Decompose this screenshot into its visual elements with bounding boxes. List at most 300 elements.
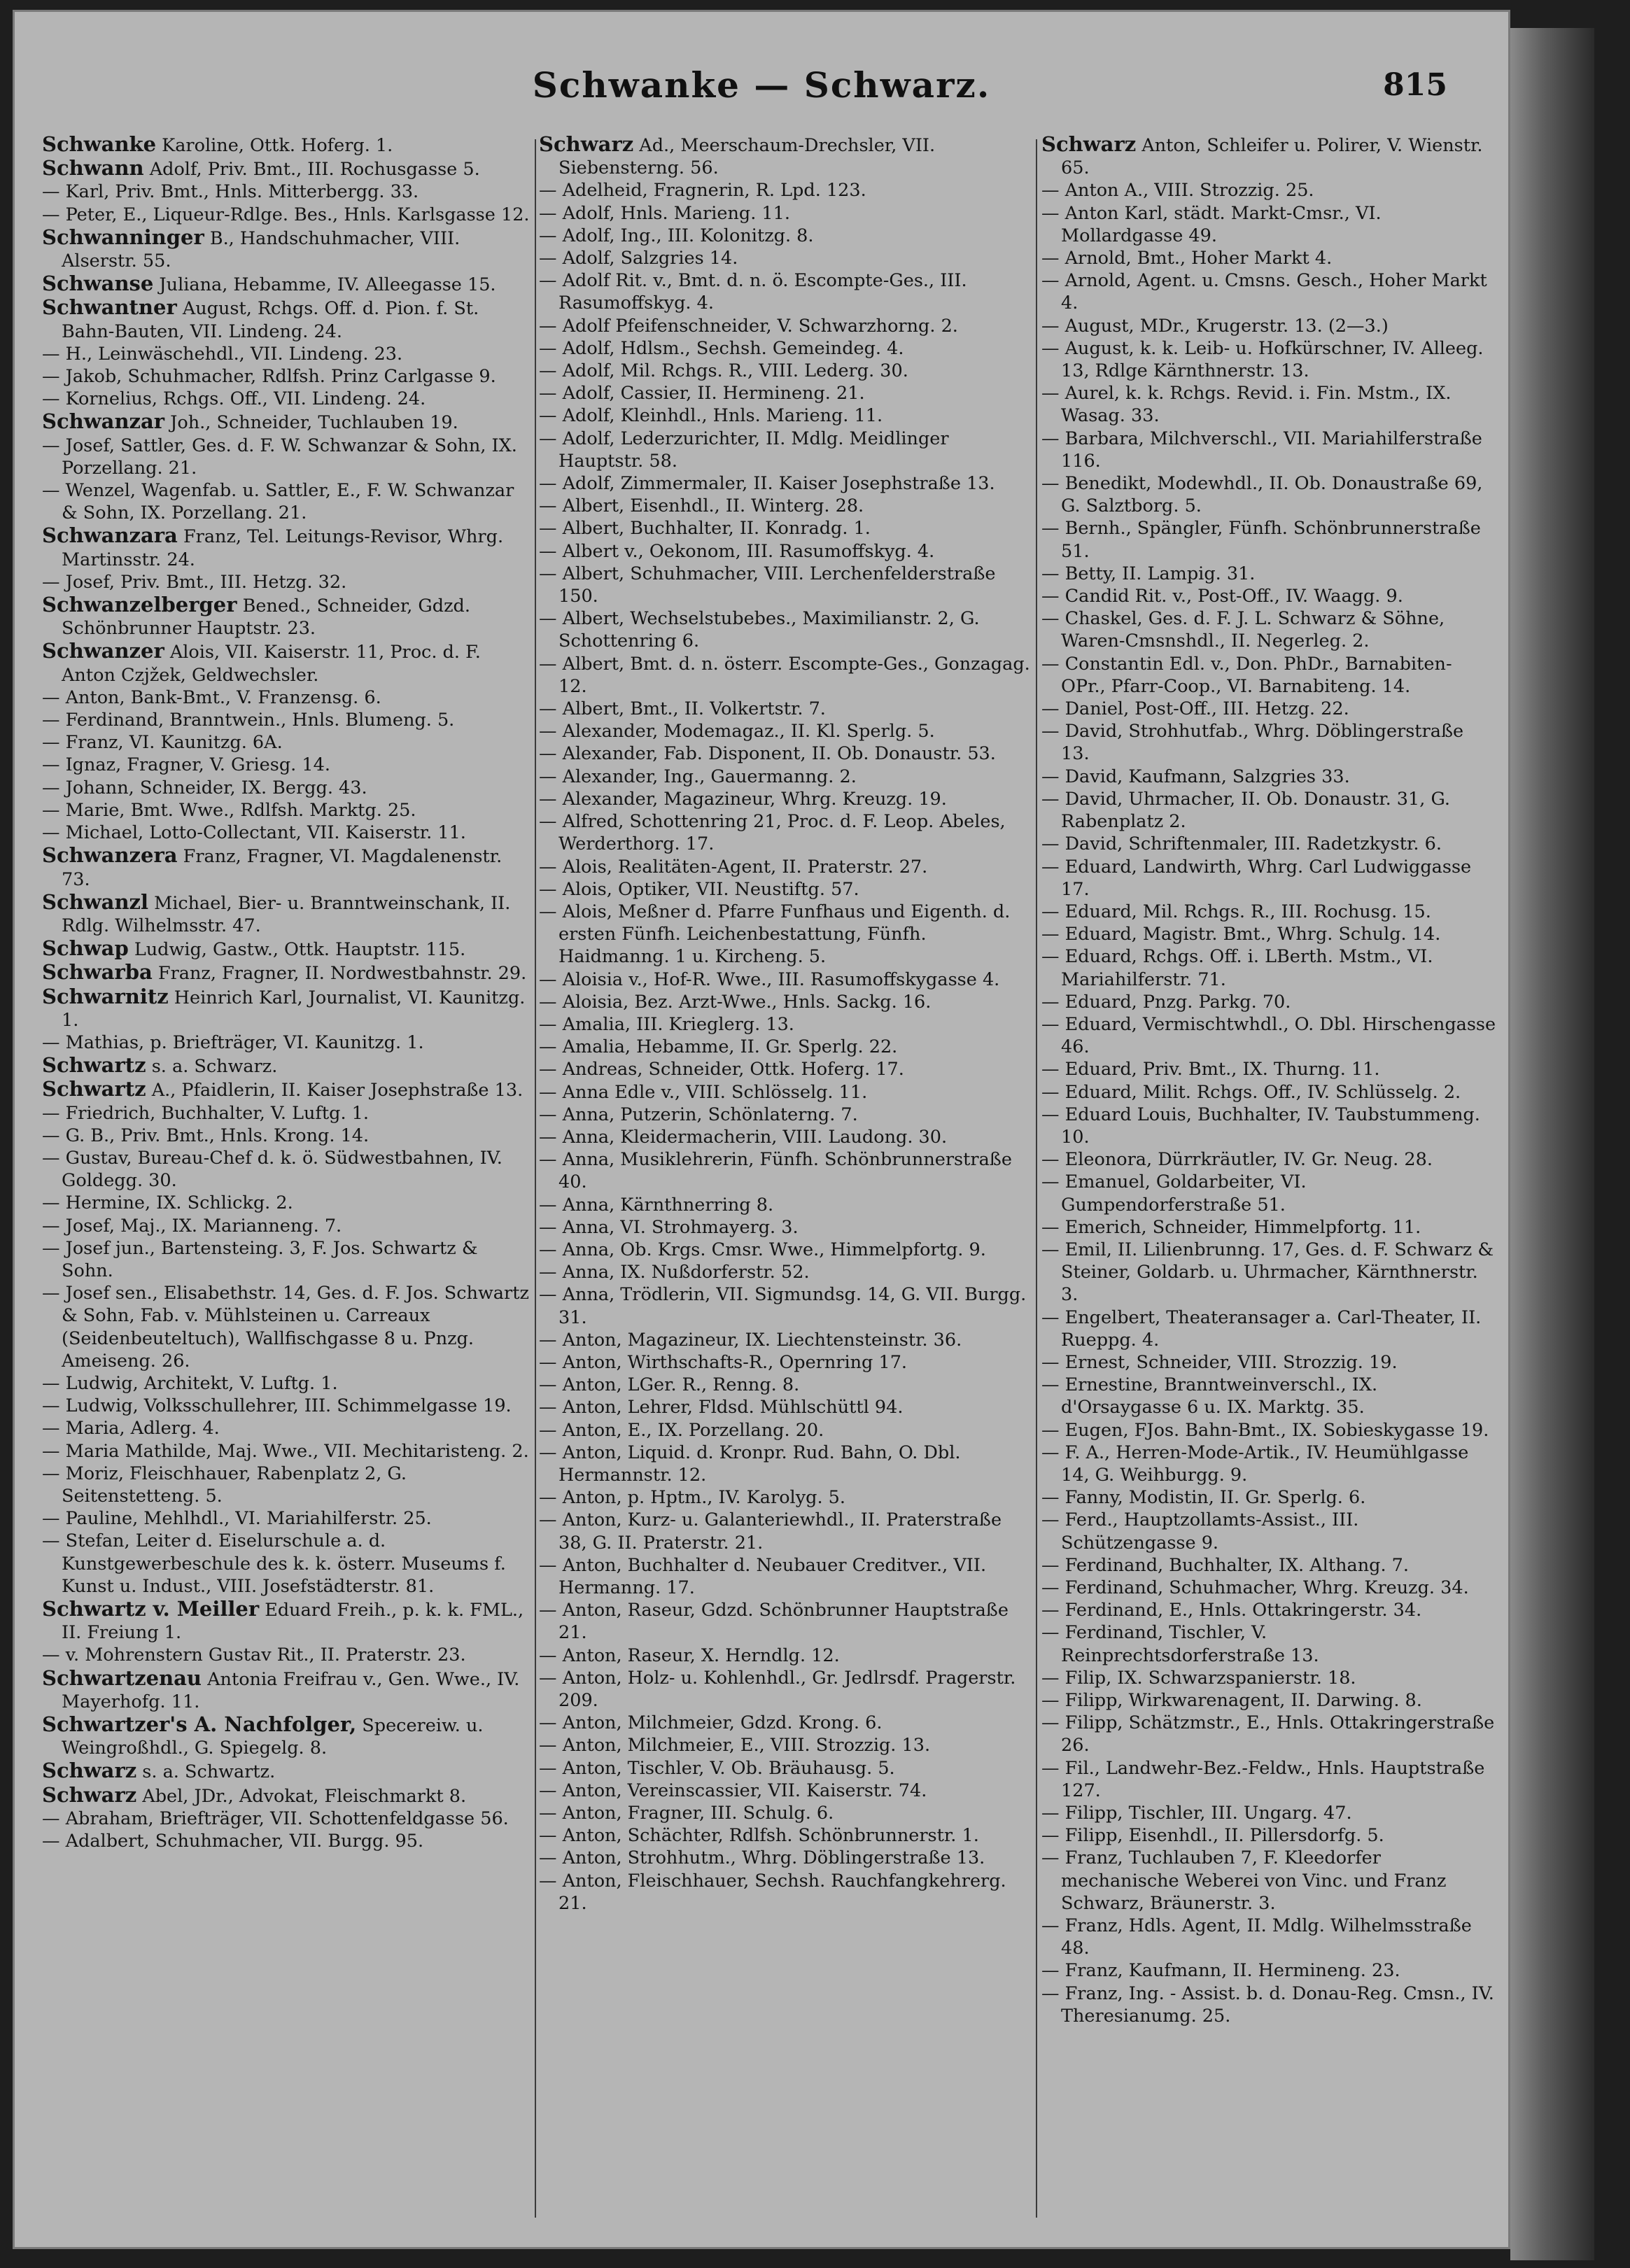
- column-1: [42, 133, 532, 2225]
- directory-entry: [539, 1419, 1032, 1442]
- directory-entry: [539, 1239, 1032, 1261]
- directory-entry: [1041, 1306, 1496, 1351]
- entry-text: — Franz, VI. Kaunitzg. 6A.: [42, 732, 283, 754]
- directory-entry: [42, 1808, 532, 1830]
- directory-entry: [539, 742, 1032, 765]
- entry-text: Franz, Tel. Leitungs-Revisor, Whrg. Martinsstr. 24.: [62, 526, 504, 570]
- entry-text: — Ernestine, Branntweinverschl., IX. d'Orsaygasse 6 u. IX. Marktg. 35.: [1041, 1374, 1378, 1418]
- entry-text: — Anton, Strohhutm., Whrg. Döblingerstraße 13.: [539, 1847, 985, 1869]
- entry-text: — Barbara, Milchverschl., VII. Mariahilferstraße 116.: [1041, 428, 1482, 472]
- directory-entry: [539, 1329, 1032, 1351]
- directory-entry: [42, 1759, 532, 1783]
- entry-text: — Adolf, Zimmermaler, II. Kaiser Josephstraße 13.: [539, 473, 995, 495]
- directory-entry: [1041, 653, 1496, 698]
- entry-text: — Mathias, p. Briefträger, VI. Kaunitzg. 1.: [42, 1031, 424, 1053]
- entry-text: — Filip, IX. Schwarzspanierstr. 18.: [1041, 1667, 1356, 1689]
- entry-text: — Adolf, Lederzurichter, II. Mdlg. Meidlinger Hauptstr. 58.: [539, 428, 949, 472]
- directory-entry: [539, 1351, 1032, 1374]
- directory-entry: [42, 365, 532, 388]
- directory-entry: [539, 1396, 1032, 1418]
- column-2: [539, 133, 1032, 2225]
- directory-entry: [539, 653, 1032, 698]
- entry-text: — Anton, Schächter, Rdlfsh. Schönbrunnerstr. 1.: [539, 1825, 979, 1847]
- entry-text: — Eduard, Rchgs. Off. i. LBerth. Mstm., VI. Mariahilferstr. 71.: [1041, 946, 1433, 990]
- directory-entry: [539, 337, 1032, 360]
- directory-entry: [539, 404, 1032, 427]
- entry-text: — Hermine, IX. Schlickg. 2.: [42, 1192, 293, 1214]
- directory-entry: [42, 479, 532, 524]
- page-number: 815: [1383, 67, 1447, 103]
- directory-entry: [42, 1125, 532, 1147]
- directory-entry: [539, 225, 1032, 247]
- entry-surname: Schwanzar: [42, 409, 165, 434]
- entry-surname: Schwarba: [42, 960, 153, 985]
- directory-entry: [539, 1216, 1032, 1239]
- directory-entry: [42, 686, 532, 709]
- directory-entry: [1041, 1982, 1496, 2027]
- directory-entry: [1041, 923, 1496, 945]
- directory-entry: [42, 640, 532, 686]
- entry-text: — Maria Mathilde, Maj. Wwe., VII. Mechitaristeng. 2.: [42, 1440, 529, 1462]
- entry-text: — Albert, Bmt., II. Volkertstr. 7.: [539, 698, 826, 720]
- directory-entry: [1041, 269, 1496, 314]
- directory-entry: [1041, 1689, 1496, 1712]
- entry-text: — Pauline, Mehlhdl., VI. Mariahilferstr. 25.: [42, 1508, 432, 1530]
- entry-text: — Adolf, Hdlsm., Sechsh. Gemeindeg. 4.: [539, 337, 904, 359]
- directory-entry: [539, 269, 1032, 314]
- entry-text: — Adolf, Cassier, II. Hermineng. 21.: [539, 383, 865, 404]
- directory-entry: [42, 844, 532, 890]
- entry-surname: Schwartz v. Meiller: [42, 1597, 260, 1621]
- directory-entry: [539, 1126, 1032, 1148]
- directory-entry: [539, 1081, 1032, 1104]
- directory-entry: [1041, 472, 1496, 517]
- directory-entry: [42, 272, 532, 296]
- directory-entry: [539, 1283, 1032, 1328]
- directory-entry: [539, 179, 1032, 202]
- directory-entry: [1041, 179, 1496, 202]
- entry-text: — Marie, Bmt. Wwe., Rdlfsh. Marktg. 25.: [42, 799, 416, 821]
- entry-text: — Candid Rit. v., Post-Off., IV. Waagg. 9.: [1041, 586, 1403, 607]
- entry-text: — Michael, Lotto-Collectant, VII. Kaiserstr. 11.: [42, 822, 466, 844]
- entry-text: — Ferdinand, Schuhmacher, Whrg. Kreuzg. 34.: [1041, 1577, 1469, 1598]
- directory-entry: [42, 891, 532, 937]
- directory-entry: [539, 1194, 1032, 1216]
- entry-text: — Anton, Lehrer, Fldsd. Mühlschüttl 94.: [539, 1397, 904, 1418]
- entry-text: — Franz, Kaufmann, II. Hermineng. 23.: [1041, 1960, 1400, 1982]
- entry-text: — Anna Edle v., VIII. Schlösselg. 11.: [539, 1081, 868, 1103]
- entry-text: — David, Strohhutfab., Whrg. Döblingerstraße 13.: [1041, 721, 1464, 765]
- entry-text: — Filipp, Tischler, III. Ungarg. 47.: [1041, 1803, 1352, 1824]
- column-divider: [1036, 139, 1037, 2218]
- entry-text: — Anna, Kärnthnerring 8.: [539, 1194, 774, 1216]
- column-divider: [535, 139, 536, 2218]
- directory-entry: [1041, 1599, 1496, 1621]
- entry-surname: Schwanse: [42, 272, 154, 296]
- entry-text: — Arnold, Agent. u. Cmsns. Gesch., Hoher Markt 4.: [1041, 270, 1487, 314]
- directory-entry: [539, 1104, 1032, 1126]
- directory-entry: [1041, 1509, 1496, 1554]
- entry-text: — Anna, Trödlerin, VII. Sigmundsg. 14, G. VII. Burgg. 31.: [539, 1284, 1027, 1328]
- directory-entry: [42, 388, 532, 410]
- entry-text: — Adolf, Kleinhdl., Hnls. Marieng. 11.: [539, 405, 883, 427]
- entry-text: — Amalia, Hebamme, II. Gr. Sperlg. 22.: [539, 1036, 898, 1058]
- directory-entry: [539, 202, 1032, 225]
- directory-entry: [1041, 1058, 1496, 1080]
- directory-entry: [42, 1463, 532, 1507]
- entry-text: — Eduard, Pnzg. Parkg. 70.: [1041, 991, 1291, 1013]
- entry-surname: Schwarz: [42, 1759, 137, 1783]
- entry-text: — Eleonora, Dürrkräutler, IV. Gr. Neug. 28.: [1041, 1149, 1433, 1171]
- entry-text: August, Rchgs. Off. d. Pion. f. St. Bahn-Bauten, VII. Lindeng. 24.: [62, 298, 479, 342]
- directory-entry: [539, 607, 1032, 652]
- directory-entry: [539, 1486, 1032, 1509]
- entry-text: — Anna, IX. Nußdorferstr. 52.: [539, 1262, 810, 1283]
- entry-text: — David, Schriftenmaler, III. Radetzkystr. 6.: [1041, 833, 1442, 855]
- directory-entry: [1041, 1667, 1496, 1689]
- entry-text: — Josef jun., Bartensteing. 3, F. Jos. Schwartz & Sohn.: [42, 1237, 478, 1281]
- directory-entry: [42, 1215, 532, 1237]
- entry-text: Ludwig, Gastw., Ottk. Hauptstr. 115.: [128, 939, 466, 961]
- directory-entry: [539, 901, 1032, 969]
- entry-text: Heinrich Karl, Journalist, VI. Kaunitzg. 1.: [62, 987, 526, 1031]
- entry-text: — Constantin Edl. v., Don. PhDr., Barnabiten-OPr., Pfarr-Coop., VI. Barnabiteng. 14.: [1041, 653, 1452, 697]
- entry-text: — Eduard, Mil. Rchgs. R., III. Rochusg. 15.: [1041, 901, 1431, 922]
- directory-entry: [42, 1417, 532, 1439]
- directory-entry: [1041, 133, 1496, 179]
- entry-text: — Anna, Kleidermacherin, VIII. Laudong. 30.: [539, 1126, 948, 1148]
- entry-text: s. a. Schwarz.: [146, 1056, 278, 1078]
- directory-entry: [1041, 1621, 1496, 1666]
- entry-text: — Alexander, Fab. Disponent, II. Ob. Donaustr. 53.: [539, 743, 996, 765]
- entry-text: — Benedikt, Modewhdl., II. Ob. Donaustraße 69, G. Salztborg. 5.: [1041, 473, 1483, 517]
- directory-entry: [42, 1440, 532, 1463]
- directory-entry: [1041, 563, 1496, 585]
- page-header: [13, 64, 1510, 127]
- directory-entry: [1041, 833, 1496, 855]
- directory-entry: [539, 1261, 1032, 1283]
- entry-surname: Schwantner: [42, 295, 177, 320]
- directory-entry: [42, 1713, 532, 1759]
- entry-text: — Albert, Schuhmacher, VIII. Lerchenfelderstraße 150.: [539, 563, 996, 607]
- entry-text: — Adalbert, Schuhmacher, VII. Burgg. 95.: [42, 1831, 424, 1852]
- directory-entry: [539, 472, 1032, 495]
- directory-entry: [42, 1147, 532, 1192]
- entry-surname: Schwarz: [42, 1782, 137, 1807]
- entry-text: — Filipp, Schätzmstr., E., Hnls. Ottakringerstraße 26.: [1041, 1712, 1495, 1756]
- entry-text: — Anna, VI. Strohmayerg. 3.: [539, 1216, 799, 1238]
- directory-entry: [42, 709, 532, 731]
- directory-entry: [1041, 1442, 1496, 1486]
- directory-entry: [1041, 382, 1496, 427]
- directory-entry: [42, 296, 532, 342]
- directory-entry: [1041, 1712, 1496, 1756]
- directory-entry: [42, 133, 532, 157]
- entry-text: — Fil., Landwehr-Bez.-Feldw., Hnls. Hauptstraße 127.: [1041, 1757, 1485, 1801]
- entry-text: — Maria, Adlerg. 4.: [42, 1418, 220, 1439]
- directory-entry: [42, 754, 532, 776]
- directory-entry: [42, 937, 532, 961]
- entry-text: Joh., Schneider, Tuchlauben 19.: [164, 412, 458, 434]
- directory-entry: [1041, 1374, 1496, 1418]
- directory-entry: [1041, 337, 1496, 382]
- directory-entry: [539, 766, 1032, 788]
- entry-text: — Ferdinand, E., Hnls. Ottakringerstr. 34.: [1041, 1600, 1422, 1621]
- entry-text: — Adelheid, Fragnerin, R. Lpd. 123.: [539, 180, 866, 202]
- entry-text: — Alois, Optiker, VII. Neustiftg. 57.: [539, 878, 859, 900]
- directory-entry: [539, 1509, 1032, 1554]
- entry-text: — Emil, II. Lilienbrunng. 17, Ges. d. F. Schwarz & Steiner, Goldarb. u. Uhrmacher, Kärnthnerstr. 3.: [1041, 1239, 1494, 1306]
- directory-entry: [539, 1734, 1032, 1756]
- entry-text: — Andreas, Schneider, Ottk. Hoferg. 17.: [539, 1059, 904, 1080]
- directory-entry: [1041, 247, 1496, 269]
- entry-text: — Eugen, FJos. Bahn-Bmt., IX. Sobieskygasse 19.: [1041, 1419, 1489, 1441]
- entry-text: — Ernest, Schneider, VIII. Strozzig. 19.: [1041, 1351, 1398, 1373]
- column-3: [1041, 133, 1496, 2225]
- directory-entry: [539, 247, 1032, 269]
- entry-text: — Wenzel, Wagenfab. u. Sattler, E., F. W. Schwanzar & Sohn, IX. Porzellang. 21.: [42, 480, 514, 524]
- directory-entry: [1041, 1915, 1496, 1959]
- directory-entry: [539, 1824, 1032, 1847]
- entry-text: Bened., Schneider, Gdzd. Schönbrunner Hauptstr. 23.: [62, 596, 470, 640]
- entry-text: — G. B., Priv. Bmt., Hnls. Krong. 14.: [42, 1125, 370, 1146]
- directory-entry: [1041, 428, 1496, 472]
- directory-entry: [42, 822, 532, 844]
- entry-text: — Anton, Fragner, III. Schulg. 6.: [539, 1803, 834, 1824]
- entry-surname: Schwarz: [1041, 133, 1137, 156]
- directory-entry: [539, 563, 1032, 607]
- directory-entry: [539, 1036, 1032, 1058]
- entry-text: — Anton, p. Hptm., IV. Karolyg. 5.: [539, 1487, 845, 1509]
- directory-entry: [539, 1599, 1032, 1644]
- directory-entry: [539, 1148, 1032, 1193]
- directory-entry: [539, 1757, 1032, 1780]
- entry-text: — Alexander, Magazineur, Whrg. Kreuzg. 19.: [539, 788, 947, 810]
- directory-entry: [42, 571, 532, 593]
- entry-text: — Stefan, Leiter d. Eiselurschule a. d. Kunstgewerbeschule des k. k. österr. Museums f. Kunst u. Indust., VIII. Josefstädterstr. 81.: [42, 1530, 506, 1597]
- entry-text: — Moriz, Fleischhauer, Rabenplatz 2, G. Seitenstetteng. 5.: [42, 1463, 407, 1507]
- entry-surname: Schwanzara: [42, 523, 178, 548]
- entry-text: — Anton, LGer. R., Renng. 8.: [539, 1374, 800, 1396]
- directory-entry: [1041, 1013, 1496, 1058]
- directory-entry: [539, 1013, 1032, 1036]
- entry-surname: Schwartz: [42, 1053, 146, 1078]
- entry-text: — Abraham, Briefträger, VII. Schottenfeldgasse 56.: [42, 1808, 509, 1829]
- entry-surname: Schwanninger: [42, 225, 204, 249]
- entry-text: — Alfred, Schottenring 21, Proc. d. F. Leop. Abeles, Werderthorg. 17.: [539, 811, 1006, 855]
- directory-entry: [1041, 1081, 1496, 1104]
- directory-entry: [1041, 1847, 1496, 1915]
- entry-text: — Alois, Realitäten-Agent, II. Praterstr. 27.: [539, 856, 928, 878]
- entry-text: — Peter, E., Liqueur-Rdlge. Bes., Hnls. Karlsgasse 12.: [42, 204, 530, 225]
- entry-text: — Albert, Bmt. d. n. österr. Escompte-Ges., Gonzagag. 12.: [539, 653, 1030, 697]
- directory-entry: [42, 1078, 532, 1101]
- directory-entry: [539, 810, 1032, 855]
- entry-text: — Aurel, k. k. Rchgs. Revid. i. Fin. Mstm., IX. Wasag. 33.: [1041, 383, 1452, 427]
- entry-surname: Schwanzera: [42, 843, 178, 868]
- entry-text: — Aloisia v., Hof-R. Wwe., III. Rasumoffskygasse 4.: [539, 969, 1000, 990]
- directory-entry: [539, 720, 1032, 742]
- entry-text: — H., Leinwäschehdl., VII. Lindeng. 23.: [42, 343, 403, 365]
- entry-text: — Anna, Putzerin, Schönlaterng. 7.: [539, 1104, 858, 1125]
- directory-entry: [1041, 1419, 1496, 1442]
- entry-text: — Alois, Meßner d. Pfarre Funfhaus und Eigenth. d. ersten Fünfh. Leichenbestattung, Fünfh. Haidmanng. 1 u. Kircheng. 5.: [539, 901, 1011, 968]
- entry-text: — Adolf Rit. v., Bmt. d. n. ö. Escompte-Ges., III. Rasumoffskyg. 4.: [539, 270, 967, 314]
- entry-text: Alois, VII. Kaiserstr. 11, Proc. d. F. Anton Czjžek, Geldwechsler.: [62, 642, 481, 686]
- entry-text: — Albert v., Oekonom, III. Rasumoffskyg. 4.: [539, 540, 935, 562]
- entry-text: — Karl, Priv. Bmt., Hnls. Mitterbergg. 33.: [42, 181, 419, 203]
- entry-text: — Kornelius, Rchgs. Off., VII. Lindeng. 24.: [42, 388, 426, 410]
- directory-entry: [42, 226, 532, 272]
- directory-entry: [42, 1784, 532, 1808]
- directory-entry: [1041, 1486, 1496, 1509]
- entry-text: — Anton, Holz- u. Kohlenhdl., Gr. Jedlrsdf. Pragerstr. 209.: [539, 1667, 1016, 1712]
- directory-entry: [42, 524, 532, 570]
- entry-surname: Schwanzer: [42, 639, 164, 663]
- directory-entry: [42, 777, 532, 799]
- entry-text: — v. Mohrenstern Gustav Rit., II. Praterstr. 23.: [42, 1644, 466, 1666]
- entry-text: — Josef, Sattler, Ges. d. F. W. Schwanzar & Sohn, IX. Porzellang. 21.: [42, 435, 517, 479]
- entry-text: — Filipp, Wirkwarenagent, II. Darwing. 8.: [1041, 1690, 1422, 1712]
- entry-text: — Franz, Hdls. Agent, II. Mdlg. Wilhelmsstraße 48.: [1041, 1915, 1472, 1959]
- directory-entry: [1041, 1959, 1496, 1982]
- directory-entry: [42, 593, 532, 640]
- directory-entry: [539, 1870, 1032, 1915]
- entry-text: — Jakob, Schuhmacher, Rdlfsh. Prinz Carlgasse 9.: [42, 366, 496, 388]
- entry-surname: Schwarnitz: [42, 984, 169, 1008]
- entry-surname: Schwanzelberger: [42, 593, 237, 617]
- entry-surname: Schwartzenau: [42, 1665, 202, 1690]
- directory-entry: [1041, 585, 1496, 607]
- directory-entry: [42, 799, 532, 822]
- directory-entry: [1041, 1802, 1496, 1824]
- entry-surname: Schwann: [42, 156, 144, 181]
- directory-entry: [1041, 1554, 1496, 1577]
- entry-text: — Josef, Maj., IX. Marianneng. 7.: [42, 1215, 342, 1237]
- entry-text: — Anton, Tischler, V. Ob. Bräuhausg. 5.: [539, 1757, 895, 1779]
- directory-entry: [1041, 517, 1496, 562]
- entry-text: — Ludwig, Architekt, V. Luftg. 1.: [42, 1372, 338, 1394]
- entry-text: — Friedrich, Buchhalter, V. Luftg. 1.: [42, 1102, 369, 1124]
- directory-entry: [42, 1237, 532, 1282]
- directory-entry: [42, 985, 532, 1031]
- entry-text: — Josef sen., Elisabethstr. 14, Ges. d. F. Jos. Schwartz & Sohn, Fab. v. Mühlsteinen u. Carreaux (Seidenbeuteltuch), Wallfischgasse 8 u. Pnzg. Ameiseng. 26.: [42, 1283, 529, 1372]
- entry-text: — Anton, Raseur, X. Herndlg. 12.: [539, 1644, 840, 1666]
- directory-entry: [42, 1031, 532, 1054]
- entry-text: — Adolf, Ing., III. Kolonitzg. 8.: [539, 225, 814, 246]
- entry-text: — Anton A., VIII. Strozzig. 25.: [1041, 180, 1314, 202]
- entry-text: — Filipp, Eisenhdl., II. Pillersdorfg. 5.: [1041, 1825, 1384, 1847]
- directory-entry: [539, 495, 1032, 517]
- entry-text: — Chaskel, Ges. d. F. J. L. Schwarz & Söhne, Waren-Cmsnshdl., II. Negerleg. 2.: [1041, 608, 1445, 652]
- entry-text: — Amalia, III. Krieglerg. 13.: [539, 1013, 794, 1035]
- directory-entry: [42, 1372, 532, 1395]
- directory-entry: [42, 1054, 532, 1078]
- directory-entry: [42, 731, 532, 754]
- directory-entry: [42, 157, 532, 181]
- directory-entry: [1041, 1171, 1496, 1216]
- directory-entry: [539, 698, 1032, 720]
- directory-entry: [1041, 901, 1496, 923]
- directory-page: [13, 10, 1510, 2249]
- entry-text: — Eduard, Vermischtwhdl., O. Dbl. Hirschengasse 46.: [1041, 1013, 1496, 1058]
- entry-text: — Betty, II. Lampig. 31.: [1041, 563, 1256, 584]
- entry-text: — Aloisia, Bez. Arzt-Wwe., Hnls. Sackg. 16.: [539, 991, 932, 1013]
- directory-entry: [42, 1192, 532, 1214]
- directory-entry: [539, 1374, 1032, 1396]
- entry-text: Anton, Schleifer u. Polirer, V. Wienstr. 65.: [1061, 135, 1483, 179]
- entry-text: — Eduard, Landwirth, Whrg. Carl Ludwiggasse 17.: [1041, 856, 1472, 900]
- directory-entry: [42, 1830, 532, 1852]
- entry-text: — Anton, Liquid. d. Kronpr. Rud. Bahn, O. Dbl. Hermannstr. 12.: [539, 1442, 961, 1486]
- entry-text: — August, k. k. Leib- u. Hofkürschner, IV. Alleeg. 13, Rdlge Kärnthnerstr. 13.: [1041, 337, 1484, 382]
- directory-entry: [1041, 1824, 1496, 1847]
- directory-entry: [42, 1530, 532, 1598]
- directory-entry: [539, 360, 1032, 382]
- entry-text: — Anton, Fleischhauer, Sechsh. Rauchfangkehrerg. 21.: [539, 1870, 1006, 1914]
- entry-text: s. a. Schwartz.: [136, 1761, 276, 1783]
- directory-entry: [42, 961, 532, 985]
- directory-entry: [1041, 315, 1496, 337]
- running-title: Schwanke — Schwarz.: [532, 64, 991, 106]
- directory-entry: [1041, 1239, 1496, 1306]
- directory-entry: [539, 788, 1032, 810]
- entry-surname: Schwartz: [42, 1077, 146, 1101]
- directory-entry: [539, 382, 1032, 404]
- entry-surname: Schwarz: [539, 133, 634, 156]
- entry-text: — Eduard, Priv. Bmt., IX. Thurng. 11.: [1041, 1059, 1380, 1080]
- directory-entry: [539, 1058, 1032, 1080]
- entry-text: — Anton Karl, städt. Markt-Cmsr., VI. Mollardgasse 49.: [1041, 202, 1382, 246]
- directory-entry: [1041, 202, 1496, 247]
- directory-entry: [539, 1847, 1032, 1869]
- entry-text: — David, Kaufmann, Salzgries 33.: [1041, 766, 1350, 787]
- directory-entry: [42, 204, 532, 226]
- entry-text: — Josef, Priv. Bmt., III. Hetzg. 32.: [42, 571, 347, 593]
- entry-text: — August, MDr., Krugerstr. 13. (2—3.): [1041, 315, 1389, 337]
- directory-entry: [1041, 698, 1496, 720]
- entry-text: — Ferdinand, Tischler, V. Reinprechtsdorferstraße 13.: [1041, 1622, 1319, 1666]
- entry-text: Franz, Fragner, VI. Magdalenenstr. 73.: [62, 846, 503, 890]
- entry-text: Ad., Meerschaum-Drechsler, VII. Siebensterng. 56.: [558, 135, 936, 179]
- entry-text: Eduard Freih., p. k. k. FML., II. Freiung 1.: [62, 1600, 524, 1644]
- entry-text: — Anton, Magazineur, IX. Liechtensteinstr. 36.: [539, 1329, 962, 1351]
- directory-entry: [42, 1282, 532, 1372]
- entry-text: — Gustav, Bureau-Chef d. k. ö. Südwestbahnen, IV. Goldegg. 30.: [42, 1147, 503, 1192]
- entry-text: — Anton, Bank-Bmt., V. Franzensg. 6.: [42, 686, 381, 708]
- entry-text: — Ignaz, Fragner, V. Griesg. 14.: [42, 754, 330, 776]
- entry-text: — Anton, Milchmeier, E., VIII. Strozzig. 13.: [539, 1735, 931, 1756]
- entry-text: — Anton, Raseur, Gdzd. Schönbrunner Hauptstraße 21.: [539, 1600, 1009, 1644]
- entry-text: — Alexander, Ing., Gauermanng. 2.: [539, 766, 857, 787]
- directory-entry: [42, 1507, 532, 1530]
- entry-text: — Anna, Musiklehrerin, Fünfh. Schönbrunnerstraße 40.: [539, 1149, 1012, 1193]
- entry-text: — Engelbert, Theateransager a. Carl-Theater, II. Rueppg. 4.: [1041, 1306, 1482, 1351]
- directory-entry: [1041, 1351, 1496, 1374]
- entry-text: — Johann, Schneider, IX. Bergg. 43.: [42, 777, 367, 798]
- page-edge: [1510, 28, 1594, 2260]
- directory-entry: [1041, 1757, 1496, 1802]
- directory-entry: [539, 1554, 1032, 1599]
- entry-text: Karoline, Ottk. Hoferg. 1.: [156, 135, 393, 156]
- entry-surname: Schwap: [42, 936, 129, 961]
- directory-entry: [539, 991, 1032, 1013]
- entry-text: Abel, JDr., Advokat, Fleischmarkt 8.: [136, 1785, 467, 1807]
- directory-entry: [1041, 1104, 1496, 1148]
- entry-text: Michael, Bier- u. Branntweinschank, II. Rdlg. Wilhelmsstr. 47.: [62, 892, 511, 936]
- directory-entry: [1041, 720, 1496, 765]
- entry-text: — Franz, Tuchlauben 7, F. Kleedorfer mechanische Weberei von Vinc. und Franz Schwarz, Bräunerstr. 3.: [1041, 1847, 1447, 1914]
